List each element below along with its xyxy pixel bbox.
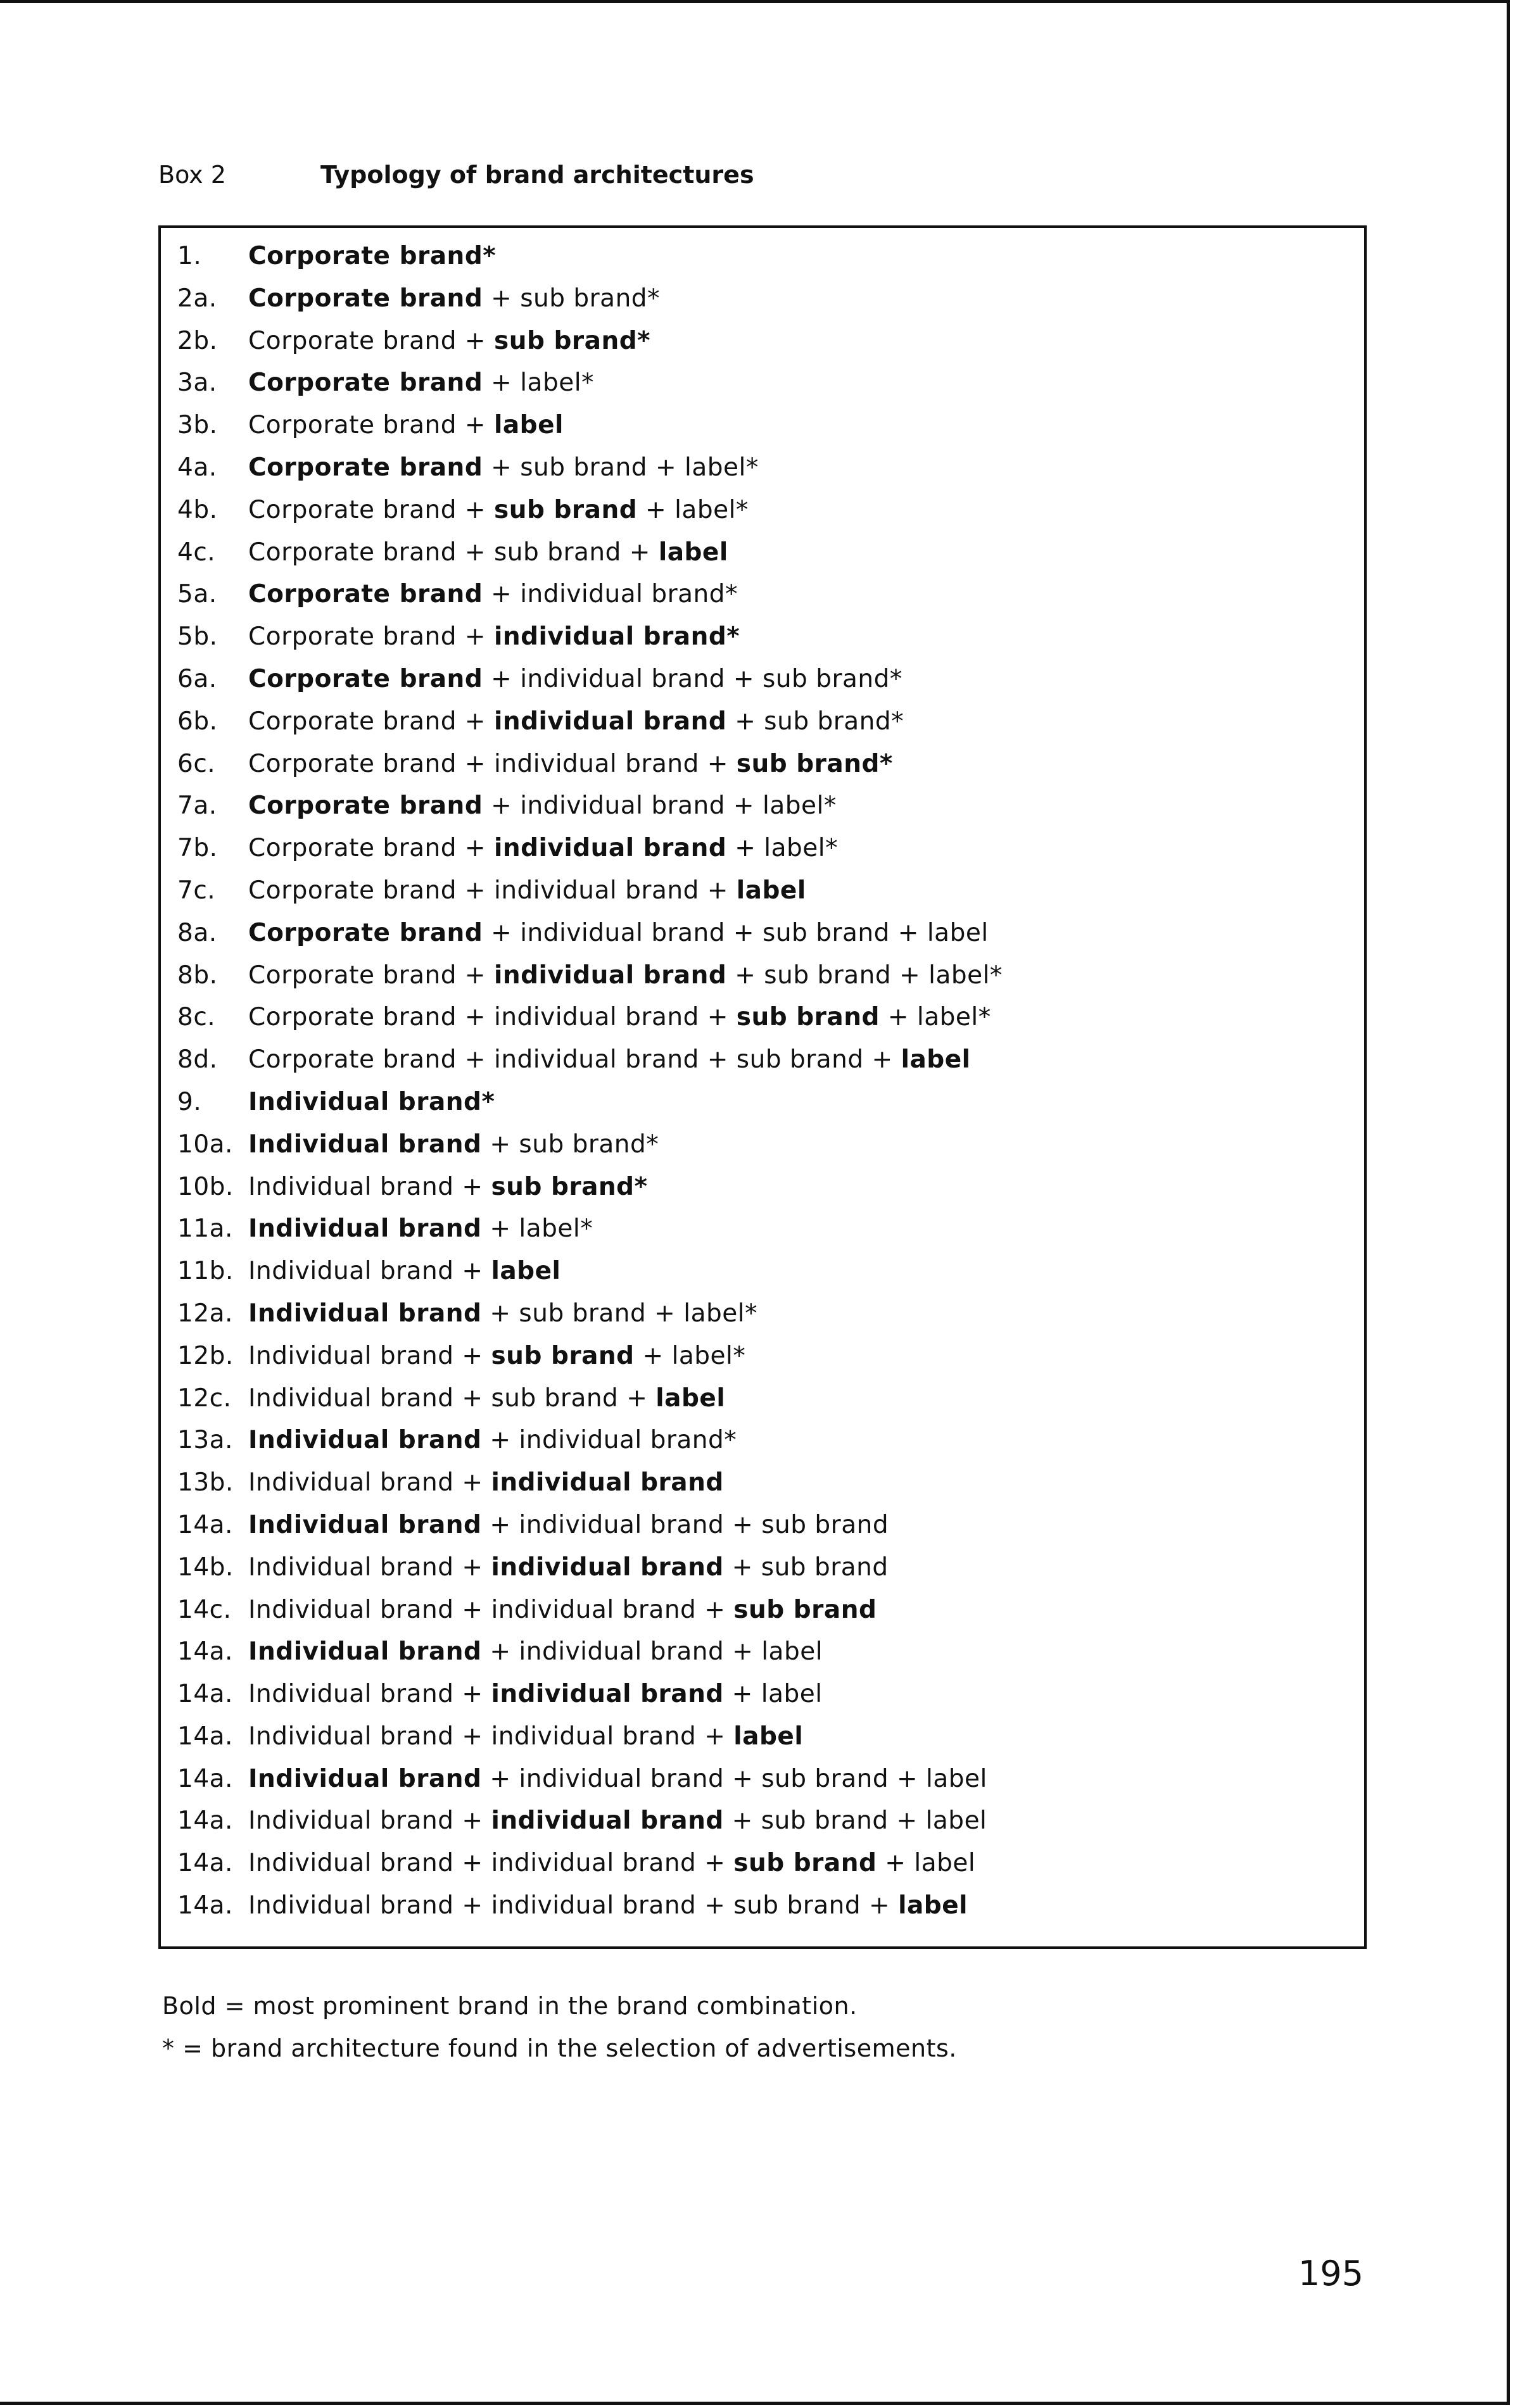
row-number: 6c. [177,749,216,778]
prominent-brand-text: sub brand* [736,749,893,778]
row-number: 14a. [177,1891,233,1920]
brand-text: + label* [634,1341,746,1370]
prominent-brand-text: label [658,538,728,567]
typology-row [177,1716,1003,1758]
note-asterisk-legend: * = brand architecture found in the selection of advertisements. [162,2034,957,2062]
typology-row [177,1547,1003,1589]
brand-text: + individual brand + sub brand* [483,664,902,693]
row-number: 9. [177,1087,202,1116]
typology-row [177,447,1003,489]
typology-row [177,278,1003,320]
typology-row [177,1631,1003,1674]
prominent-brand-text: sub brand [494,495,638,524]
page-number: 195 [1298,2254,1364,2293]
note-bold-legend: Bold = most prominent brand in the brand combination. [162,1992,858,2020]
prominent-brand-text: Individual brand [248,1637,482,1667]
prominent-brand-text: Individual brand [248,1130,482,1159]
row-number: 11a. [177,1214,233,1244]
prominent-brand-text: individual brand [491,1806,724,1836]
brand-text: + sub brand* [726,707,904,736]
typology-row [177,870,1003,912]
prominent-brand-text: Corporate brand* [248,242,497,270]
typology-row [177,1885,1003,1927]
prominent-brand-text: label [491,1257,561,1286]
typology-row [177,574,1003,616]
row-number: 3b. [177,411,218,440]
typology-row [177,785,1003,828]
typology-row [177,320,1003,363]
row-number: 7c. [177,876,216,905]
typology-row [177,1800,1003,1843]
brand-text: Corporate brand + [248,834,494,863]
typology-row [177,1166,1003,1209]
typology-row [177,1420,1003,1462]
brand-text: Individual brand + sub brand + [248,1384,656,1413]
typology-row [177,1674,1003,1716]
box-number: Box 2 [158,161,226,189]
prominent-brand-text: sub brand [491,1341,635,1370]
row-number: 1. [177,242,202,270]
prominent-brand-text: Individual brand [248,1426,482,1455]
brand-text: + individual brand + label* [483,791,837,821]
prominent-brand-text: sub brand [733,1595,877,1624]
prominent-brand-text: Corporate brand [248,369,483,398]
prominent-brand-text: Corporate brand [248,580,483,609]
brand-text: Individual brand + [248,1680,491,1709]
row-number: 13a. [177,1426,233,1455]
brand-text: + label [723,1680,823,1709]
row-number: 2b. [177,326,218,355]
typology-row [177,997,1003,1039]
row-number: 2a. [177,284,217,313]
row-number: 14a. [177,1806,233,1836]
typology-row [177,1589,1003,1632]
row-number: 4b. [177,495,218,524]
prominent-brand-text: label [901,1045,971,1075]
brand-text: + sub brand + label* [483,453,759,482]
typology-row [177,362,1003,405]
brand-text: Individual brand + individual brand + [248,1722,734,1751]
prominent-brand-text: label [736,876,806,905]
typology-row [177,1293,1003,1335]
typology-row [177,236,1003,278]
typology-row [177,912,1003,955]
prominent-brand-text: individual brand [491,1680,724,1709]
brand-text: Individual brand + individual brand + [248,1595,734,1624]
prominent-brand-text: label [494,411,564,440]
typology-row [177,616,1003,659]
row-number: 4c. [177,538,216,567]
prominent-brand-text: sub brand* [494,326,651,355]
brand-text: + label [877,1849,976,1878]
typology-row [177,1843,1003,1885]
brand-text: + individual brand + sub brand + label [481,1764,987,1793]
row-number: 14b. [177,1553,234,1582]
box-title: Typology of brand architectures [320,161,754,189]
row-number: 11b. [177,1257,234,1286]
brand-text: + label* [483,369,595,398]
row-number: 5a. [177,580,217,609]
brand-text: + label* [637,495,749,524]
brand-text: + label* [726,834,839,863]
brand-text: Individual brand + [248,1806,491,1836]
brand-text: + sub brand* [483,284,661,313]
typology-list [177,236,1003,1927]
brand-text: Corporate brand + [248,622,494,652]
typology-row [177,1504,1003,1547]
brand-text: Individual brand + [248,1172,491,1201]
row-number: 7a. [177,791,217,821]
brand-text: Corporate brand + [248,495,494,524]
typology-row [177,489,1003,532]
brand-text: Corporate brand + sub brand + [248,538,659,567]
prominent-brand-text: individual brand* [494,622,740,652]
row-number: 3a. [177,369,217,398]
row-number: 14a. [177,1722,233,1751]
brand-text: + sub brand + label [723,1806,987,1836]
brand-text: Corporate brand + [248,707,494,736]
typology-row [177,1081,1003,1124]
prominent-brand-text: Individual brand* [248,1087,495,1116]
row-number: 8d. [177,1045,218,1075]
prominent-brand-text: individual brand [491,1553,724,1582]
prominent-brand-text: Individual brand [248,1214,482,1244]
typology-row [177,1758,1003,1801]
brand-text: + sub brand + label* [726,961,1003,990]
notes [162,1985,957,2070]
prominent-brand-text: Corporate brand [248,791,483,821]
prominent-brand-text: label [733,1722,804,1751]
prominent-brand-text: label [655,1384,726,1413]
row-number: 12c. [177,1384,232,1413]
typology-row [177,1378,1003,1420]
brand-text: Corporate brand + [248,326,494,355]
brand-text: Corporate brand + individual brand + [248,749,737,778]
brand-text: Corporate brand + [248,411,494,440]
typology-row [177,955,1003,997]
brand-text: + sub brand* [481,1130,659,1159]
row-number: 8a. [177,918,217,947]
row-number: 10b. [177,1172,234,1201]
brand-text: + individual brand* [481,1426,737,1455]
prominent-brand-text: label [898,1891,968,1920]
row-number: 6a. [177,664,217,693]
prominent-brand-text: individual brand [494,707,727,736]
row-number: 7b. [177,834,218,863]
prominent-brand-text: Corporate brand [248,453,483,482]
row-number: 14c. [177,1595,232,1624]
typology-row [177,1335,1003,1378]
brand-text: Individual brand + [248,1341,491,1370]
row-number: 6b. [177,707,218,736]
brand-text: + sub brand + label* [481,1299,758,1328]
typology-row [177,405,1003,447]
row-number: 8b. [177,961,218,990]
row-number: 14a. [177,1510,233,1539]
prominent-brand-text: individual brand [491,1468,724,1497]
prominent-brand-text: Corporate brand [248,918,483,947]
typology-row [177,1462,1003,1504]
brand-text: Individual brand + individual brand + sub brand + [248,1891,899,1920]
typology-box [158,225,1367,1949]
prominent-brand-text: Individual brand [248,1764,482,1793]
row-number: 5b. [177,622,218,652]
brand-text: + individual brand + sub brand + label [483,918,989,947]
typology-row [177,701,1003,743]
row-number: 14a. [177,1849,233,1878]
typology-row [177,1039,1003,1081]
prominent-brand-text: Individual brand [248,1510,482,1539]
row-number: 14a. [177,1637,233,1667]
typology-row [177,532,1003,574]
prominent-brand-text: Corporate brand [248,664,483,693]
brand-text: + individual brand* [483,580,738,609]
prominent-brand-text: sub brand* [491,1172,648,1201]
prominent-brand-text: sub brand [736,1003,880,1032]
typology-row [177,1208,1003,1251]
brand-text: + individual brand + label [481,1637,823,1667]
typology-row [177,1251,1003,1293]
row-number: 12a. [177,1299,233,1328]
brand-text: Individual brand + [248,1553,491,1582]
brand-text: Corporate brand + individual brand + [248,876,737,905]
prominent-brand-text: Individual brand [248,1299,482,1328]
row-number: 13b. [177,1468,234,1497]
brand-text: + sub brand [723,1553,889,1582]
brand-text: Corporate brand + [248,961,494,990]
typology-row [177,828,1003,870]
brand-text: Corporate brand + individual brand + sub brand + [248,1045,901,1075]
typology-row [177,743,1003,786]
brand-text: Individual brand + [248,1257,491,1286]
row-number: 12b. [177,1341,234,1370]
typology-row [177,1124,1003,1166]
prominent-brand-text: individual brand [494,961,727,990]
brand-text: + individual brand + sub brand [481,1510,889,1539]
brand-text: Individual brand + [248,1468,491,1497]
prominent-brand-text: Corporate brand [248,284,483,313]
row-number: 14a. [177,1764,233,1793]
typology-row [177,659,1003,701]
row-number: 10a. [177,1130,233,1159]
prominent-brand-text: individual brand [494,834,727,863]
brand-text: Corporate brand + individual brand + [248,1003,737,1032]
brand-text: + label* [879,1003,991,1032]
brand-text: + label* [481,1214,593,1244]
prominent-brand-text: sub brand [733,1849,877,1878]
row-number: 14a. [177,1680,233,1709]
box-heading [158,157,754,192]
row-number: 8c. [177,1003,216,1032]
brand-text: Individual brand + individual brand + [248,1849,734,1878]
row-number: 4a. [177,453,217,482]
